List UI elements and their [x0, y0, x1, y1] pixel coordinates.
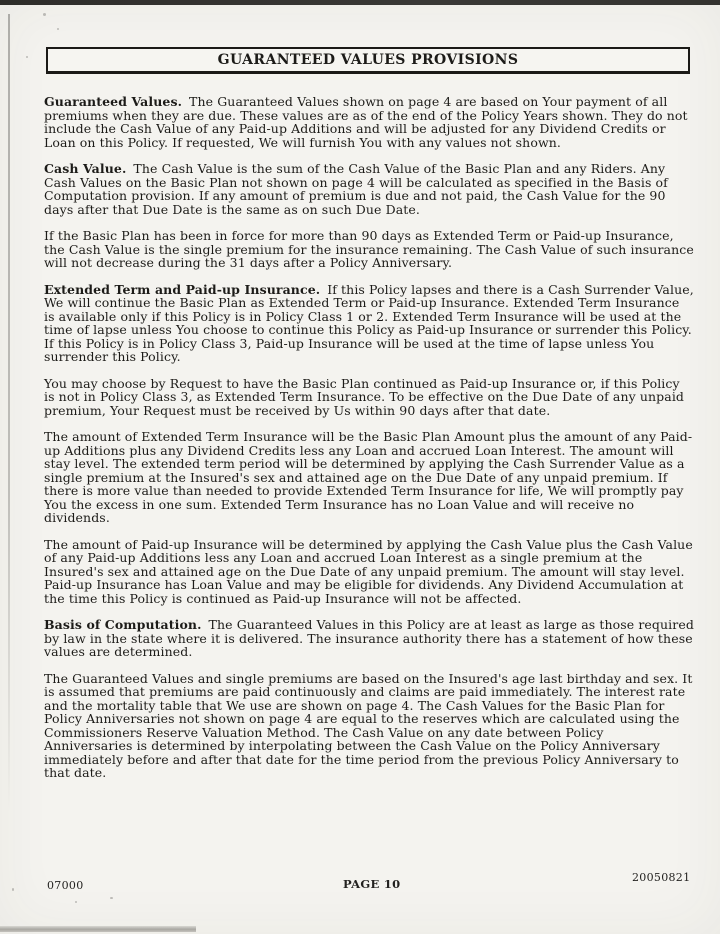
section-title-box	[46, 47, 690, 74]
scan-speck	[43, 13, 46, 16]
paragraph-lead: Extended Term and Paid-up Insurance.	[44, 281, 321, 297]
paragraph-lead: Guaranteed Values.	[44, 94, 183, 109]
scan-artifact-left-line	[8, 14, 10, 812]
scan-speck	[110, 897, 113, 899]
paragraph-text: The amount of Paid-up Insurance will be determined by applying the Cash Value plus the Cash Value of any Paid-up Additions less any Loan and accrued Loan Interest as a single premium at the Insured's sex and attained age on the Due Date of any unpaid premium. The amount will stay level. Paid-up Insurance has Loan Value and may be eligible for dividends. Any Dividend Accumulation at the time this Policy is continued as Paid-up Insurance will not be affected.	[44, 536, 693, 606]
scan-speck	[57, 28, 59, 30]
paragraph-text: If the Basic Plan has been in force for more than 90 days as Extended Term or Paid-up Insurance, the Cash Value is the single premium for the insurance remaining. The Cash Value of such insurance will not decrease during the 31 days after a Policy Anniversary.	[44, 228, 694, 270]
scan-artifact-top-edge	[0, 0, 720, 5]
paragraph-text: If this Policy lapses and there is a Cash Surrender Value, We will continue the Basic Plan as Extended Term or Paid-up Insurance. Extended Term Insurance is available only if this Policy is in Policy Class 1 or 2. Extended Term Insurance will be used at the time of lapse unless You choose to continue this Policy as Paid-up Insurance or surrender this Policy. If this Policy is in Policy Class 3, Paid-up Insurance will be used at the time of lapse unless You surrender this Policy.	[44, 281, 694, 364]
paragraph-text: The Guaranteed Values and single premiums are based on the Insured's age last birthday and sex. It is assumed that premiums are paid continuously and claims are paid immediately. The interest rate and the mortality table that We use are shown on page 4. The Cash Values for the Basic Plan for Policy Anniversaries not shown on page 4 are equal to the reserves which are calculated using the Commissioners Reserve Valuation Method. The Cash Value on any date between Policy Anniversaries is determined by interpolating between the Cash Value on the Policy Anniversary immediately before and after that date for the time period from the previous Policy Anniversary to that date.	[44, 670, 693, 780]
paragraph-text: You may choose by Request to have the Basic Plan continued as Paid-up Insurance or, if this Policy is not in Policy Class 3, as Extended Term Insurance. To be effective on the Due Date of any unpaid premium, Your Request must be received by Us within 90 days after that date.	[44, 375, 685, 418]
paragraph-request-option	[44, 377, 694, 418]
paragraph-text: The amount of Extended Term Insurance will be the Basic Plan Amount plus the amount of any Paid-up Additions plus any Dividend Credits less any Loan and accrued Loan Interest. The amount will stay level. The extended term period will be determined by applying the Cash Surrender Value as a single premium at the Insured's sex and attained age on the Due Date of any unpaid premium. If there is more value than needed to provide Extended Term Insurance for life, We will promptly pay You the excess in one sum. Extended Term Insurance has no Loan Value and will receive no dividends.	[44, 429, 693, 525]
document-body	[44, 95, 694, 793]
scan-artifact-bottom-band	[0, 926, 196, 932]
paragraph-text: The Guaranteed Values in this Policy are at least as large as those required by law in the state where it is delivered. The insurance authority there has a statement of how these values are determined.	[44, 617, 694, 659]
scan-speck	[75, 901, 77, 903]
paragraph-paid-up-amount	[44, 538, 694, 606]
paragraph-lead: Cash Value.	[44, 161, 127, 176]
footer-date-code: 20050821	[632, 871, 691, 884]
paragraph-extended-term-paid-up	[44, 283, 694, 364]
page-title: GUARANTEED VALUES PROVISIONS	[217, 52, 519, 68]
footer-form-number: 07000	[47, 879, 84, 892]
paragraph-text: The Cash Value is the sum of the Cash Value of the Basic Plan and any Riders. Any Cash Values on the Basic Plan not shown on page 4 will be calculated as specified in the Basis of Computation provision. If any amount of premium is due and not paid, the Cash Value for the 90 days after that Due Date is the same as on such Due Date.	[44, 161, 668, 217]
paragraph-cash-value	[44, 162, 694, 216]
paragraph-text: The Guaranteed Values shown on page 4 are based on Your payment of all premiums when they are due. These values are as of the end of the Policy Years shown. They do not include the Cash Value of any Paid-up Additions and will be adjusted for any Dividend Credits or Loan on this Policy. If requested, We will furnish You with any values not shown.	[44, 94, 688, 150]
paragraph-cash-value-continued	[44, 229, 694, 270]
paragraph-valuation-method	[44, 672, 694, 780]
paragraph-extended-term-amount	[44, 430, 694, 525]
scan-speck	[26, 56, 28, 58]
footer-page-number: PAGE 10	[343, 877, 401, 891]
paragraph-lead: Basis of Computation.	[44, 617, 202, 632]
paragraph-basis-of-computation	[44, 618, 694, 659]
paragraph-guaranteed-values	[44, 95, 694, 149]
scan-speck	[12, 888, 14, 891]
